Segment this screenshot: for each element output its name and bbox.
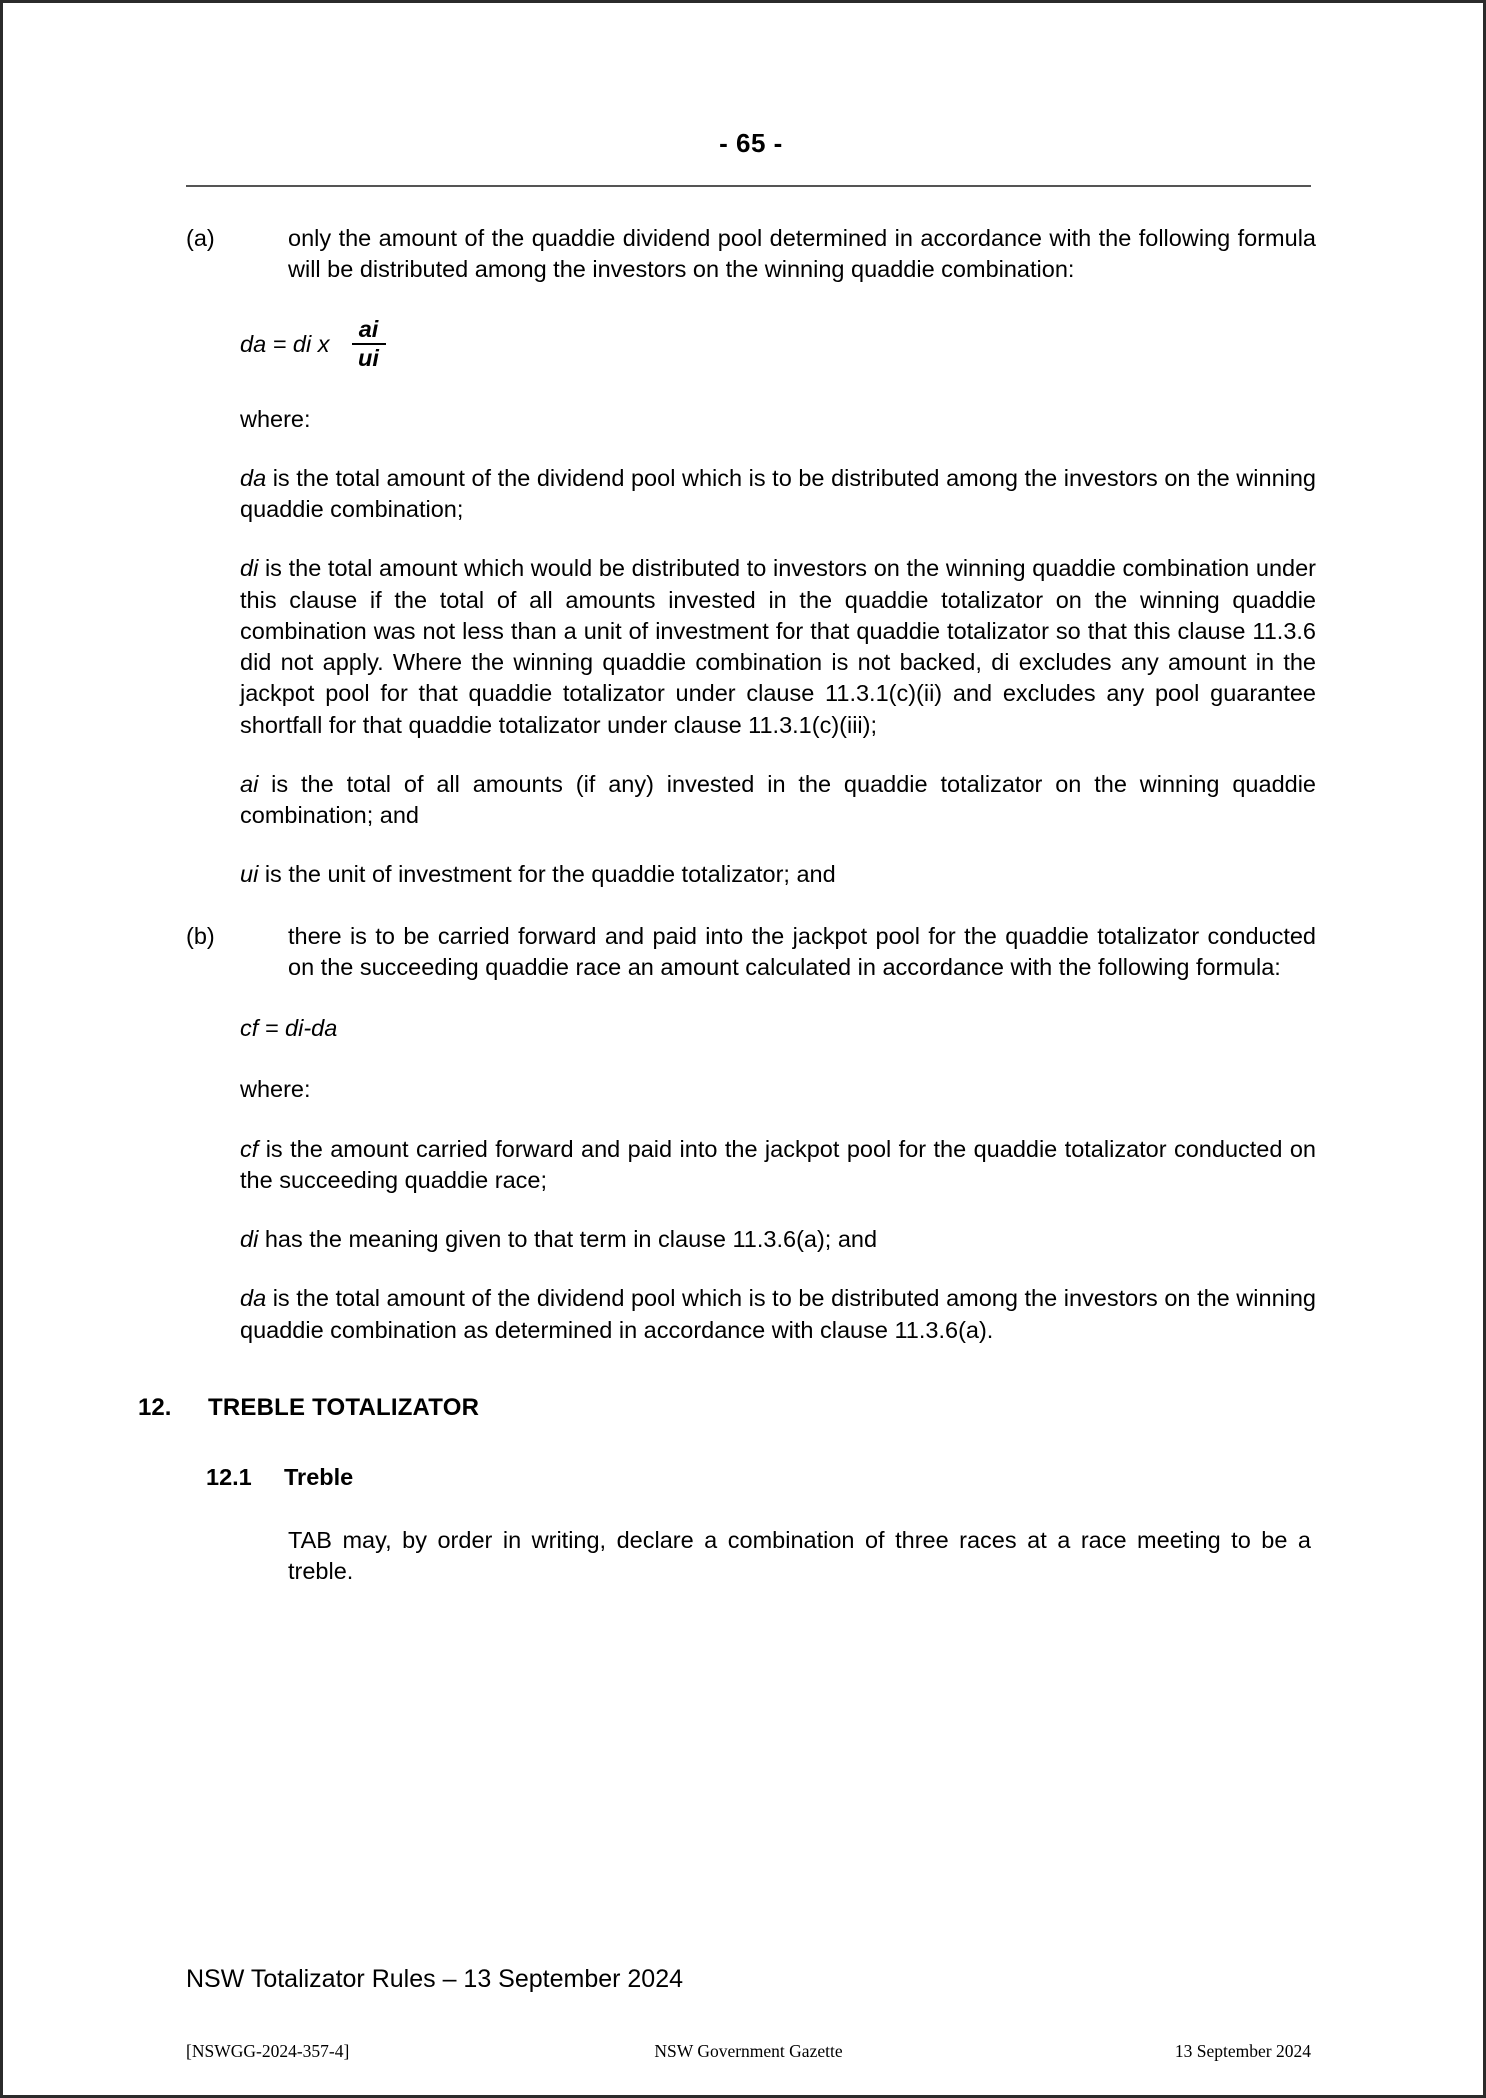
definition-cf-term: cf	[240, 1135, 259, 1162]
clause-a-text: only the amount of the quaddie dividend pool determined in accordance with the following formula will be distributed among the investors on the winning quaddie combination:	[288, 225, 1316, 283]
formula-da-lhs: da = di x	[240, 330, 330, 357]
section-12-number: 12.	[138, 1393, 172, 1421]
clause-a	[186, 223, 1316, 286]
definition-ai	[186, 769, 1316, 832]
subsection-12-1-title: Treble	[284, 1463, 354, 1490]
gazette-footer	[186, 2041, 1311, 2062]
definition-da	[186, 463, 1316, 526]
where-label-a: where:	[240, 405, 311, 432]
clause-b	[186, 921, 1316, 984]
formula-da-numerator: ai	[358, 315, 379, 342]
definition-da-b-term: da	[240, 1285, 267, 1312]
gazette-name: NSW Government Gazette	[654, 2041, 843, 2061]
subsection-heading-12-1	[186, 1462, 1316, 1493]
page-number: - 65 -	[719, 128, 783, 158]
definition-di-b-text: has the meaning given to that term in clause 11.3.6(a); and	[258, 1226, 878, 1252]
clause-b-text: there is to be carried forward and paid into the jackpot pool for the quaddie totalizator conducted on the succeeding quaddie race an amount calculated in accordance with the following formula:	[288, 922, 1316, 980]
definition-da-b-text: is the total amount of the dividend pool which is to be distributed among the investors on the winning quaddie combination as determined in accordance with clause 11.3.6(a).	[240, 1285, 1316, 1343]
definition-ai-term: ai	[240, 770, 259, 797]
section-12-title: TREBLE TOTALIZATOR	[208, 1393, 480, 1421]
definition-cf	[186, 1134, 1316, 1197]
definition-ai-text: is the total of all amounts (if any) invested in the quaddie totalizator on the winning quaddie combination; and	[240, 770, 1316, 828]
subsection-12-1-number: 12.1	[206, 1463, 252, 1490]
header-divider	[186, 185, 1311, 187]
section-heading-12	[138, 1392, 1316, 1424]
where-label-b: where:	[240, 1076, 311, 1103]
document-footer-title: NSW Totalizator Rules – 13 September 2024	[186, 1965, 684, 1993]
definition-da-text: is the total amount of the dividend pool which is to be distributed among the investors on the winning quaddie combination;	[240, 464, 1316, 522]
formula-da-fraction	[352, 317, 386, 370]
definition-di-text: is the total amount which would be distributed to investors on the winning quaddie combination under this clause if the total of all amounts invested in the quaddie totalizator on the winning quaddie combination was not less than a unit of investment for that quaddie totalizator so that this clause 11.3.6 did not apply. Where the winning quaddie combination is not backed, di excludes any amount in the jackpot pool for that quaddie totalizator under clause 11.3.1(c)(ii) and excludes any pool guarantee shortfall for that quaddie totalizator under clause 11.3.1(c)(iii);	[240, 555, 1316, 738]
document-body	[138, 223, 1316, 1587]
definition-ui-text: is the unit of investment for the quaddie totalizator; and	[258, 861, 836, 888]
gazette-reference: [NSWGG-2024-357-4]	[186, 2041, 350, 2061]
clause-b-marker: (b)	[186, 922, 215, 949]
formula-cf: cf = di-da	[240, 1015, 338, 1041]
subsection-12-1-body: TAB may, by order in writing, declare a combination of three races at a race meeting to be a treble.	[288, 1526, 1311, 1585]
definition-di-term: di	[240, 555, 259, 582]
formula-da-denominator: ui	[358, 344, 379, 371]
definition-cf-text: is the amount carried forward and paid into the jackpot pool for the quaddie totalizator conducted on the succeeding quaddie race;	[240, 1135, 1316, 1193]
clause-a-marker: (a)	[186, 225, 215, 251]
definition-da-b	[186, 1283, 1316, 1346]
definition-di-b	[186, 1224, 1316, 1255]
gazette-date: 13 September 2024	[1174, 2041, 1311, 2061]
definition-da-term: da	[240, 464, 267, 491]
page-content-area	[138, 3, 1316, 2095]
definition-ui-term: ui	[240, 861, 259, 888]
definition-di-b-term: di	[240, 1226, 259, 1252]
definition-ui	[186, 859, 1316, 890]
formula-da	[186, 316, 1316, 374]
definition-di	[186, 553, 1316, 741]
